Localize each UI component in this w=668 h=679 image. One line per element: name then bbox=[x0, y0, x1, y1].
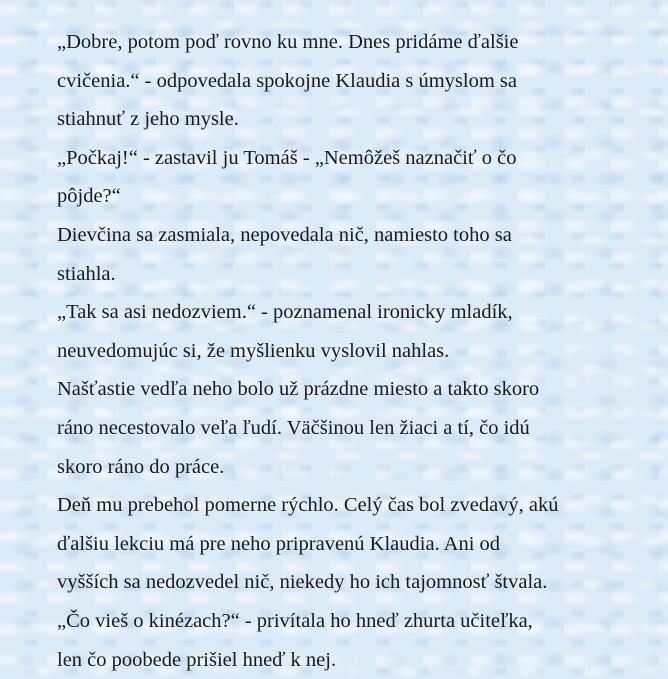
text-line: len čo poobede prišiel hneď k nej. bbox=[57, 641, 647, 679]
text-line: „Dobre, potom poď rovno ku mne. Dnes pridáme ďalšie bbox=[57, 23, 647, 62]
text-line: Deň mu prebehol pomerne rýchlo. Celý čas bol zvedavý, akú bbox=[57, 486, 647, 525]
text-line: pôjde?“ bbox=[57, 177, 647, 216]
text-line: neuvedomujúc si, že myšlienku vyslovil nahlas. bbox=[57, 332, 647, 371]
text-line: stiahnuť z jeho mysle. bbox=[57, 100, 647, 139]
text-line: skoro ráno do práce. bbox=[57, 448, 647, 487]
text-line: Dievčina sa zasmiala, nepovedala nič, namiesto toho sa bbox=[57, 216, 647, 255]
text-line: ďalšiu lekciu má pre neho pripravenú Klaudia. Ani od bbox=[57, 525, 647, 564]
text-line: stiahla. bbox=[57, 255, 647, 294]
text-line: „Čo vieš o kinézach?“ - privítala ho hneď zhurta učiteľka, bbox=[57, 602, 647, 641]
text-line: cvičenia.“ - odpovedala spokojne Klaudia s úmyslom sa bbox=[57, 62, 647, 101]
document-body bbox=[57, 23, 647, 679]
text-line: „Tak sa asi nedozviem.“ - poznamenal ironicky mladík, bbox=[57, 293, 647, 332]
text-line: vyšších sa nedozvedel nič, niekedy ho ich tajomnosť štvala. bbox=[57, 563, 647, 602]
text-line: „Počkaj!“ - zastavil ju Tomáš - „Nemôžeš naznačiť o čo bbox=[57, 139, 647, 178]
text-line: ráno necestovalo veľa ľudí. Väčšinou len žiaci a tí, čo idú bbox=[57, 409, 647, 448]
text-line: Našťastie vedľa neho bolo už prázdne miesto a takto skoro bbox=[57, 370, 647, 409]
